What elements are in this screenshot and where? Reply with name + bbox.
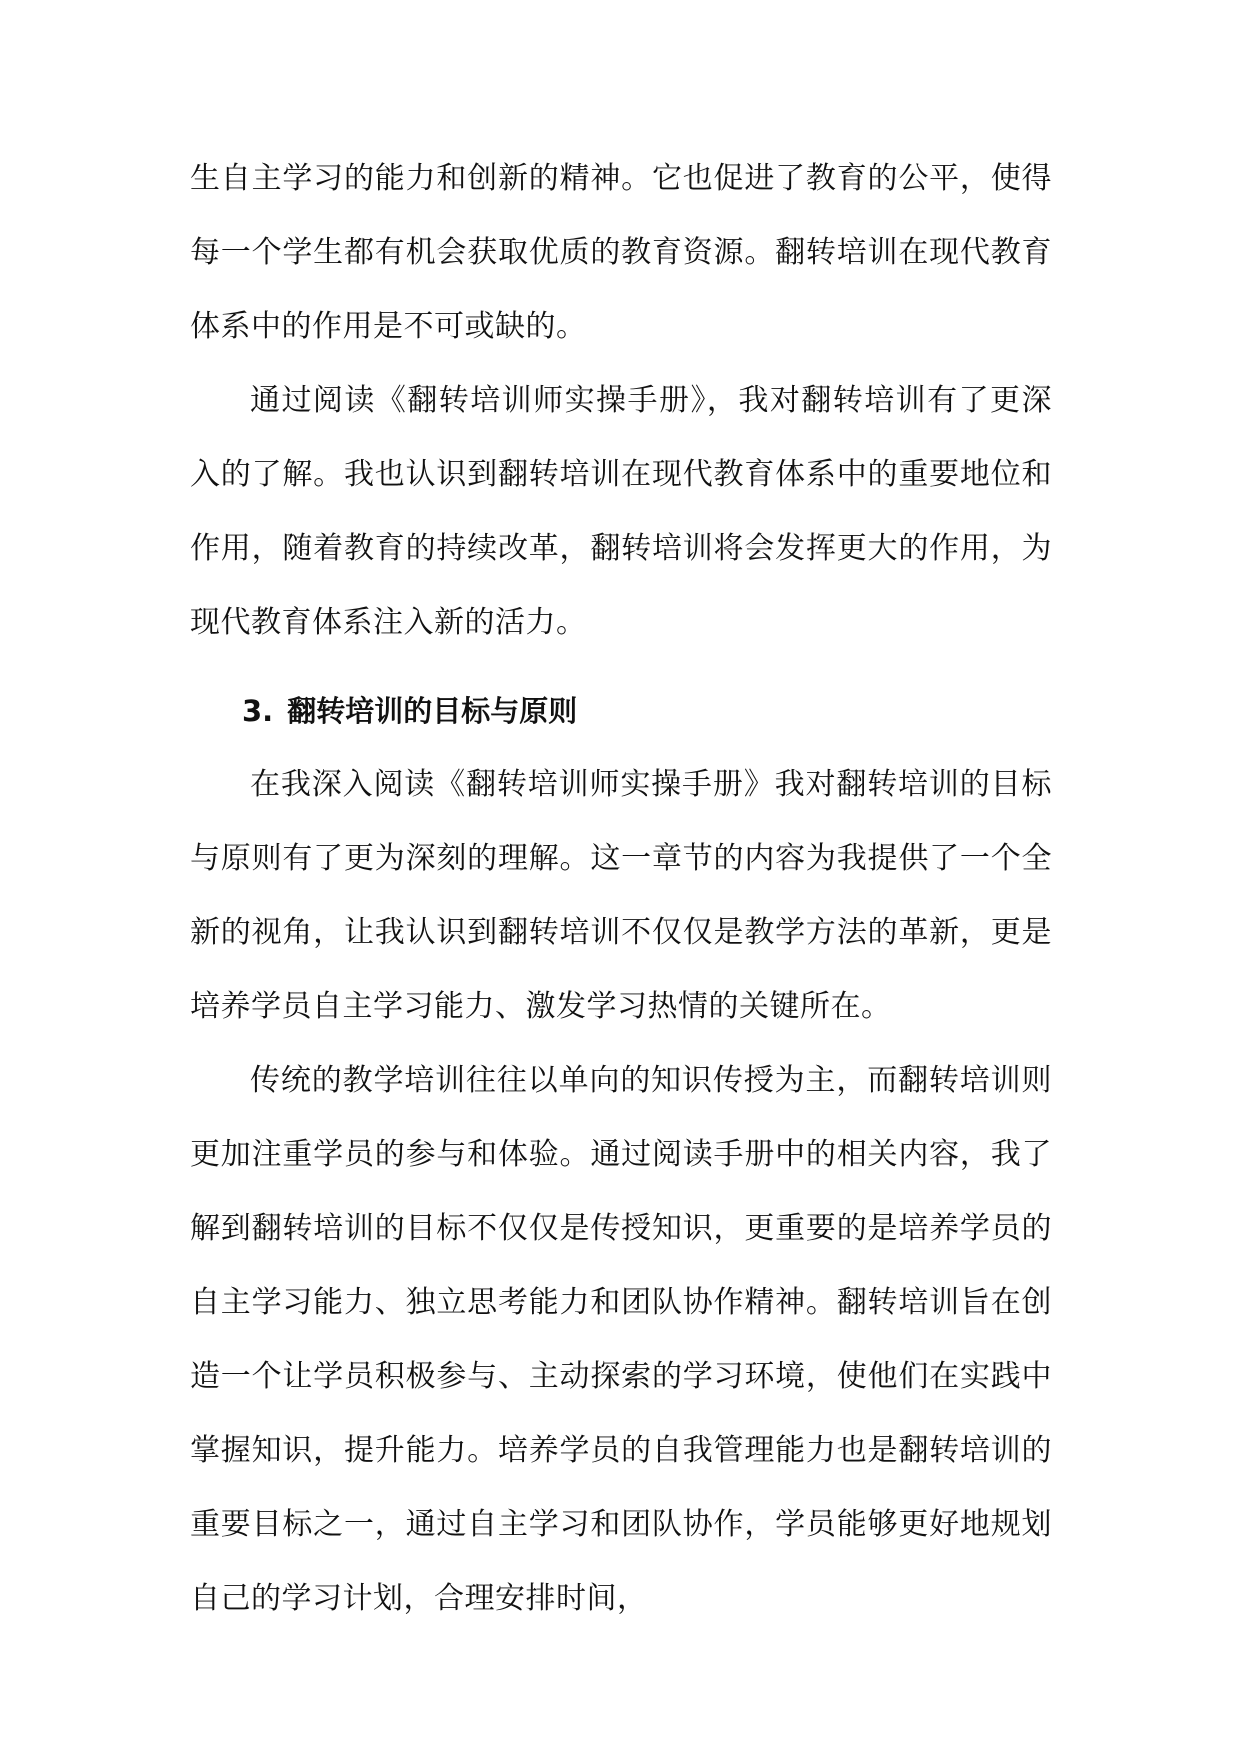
document-body	[190, 142, 1052, 1636]
section-title: 翻转培训的目标与原则	[287, 694, 578, 728]
paragraph-traditional-vs-flipped: 传统的教学培训往往以单向的知识传授为主，而翻转培训则更加注重学员的参与和体验。通过阅读手册中的相关内容，我了解到翻转培训的目标不仅仅是传授知识，更重要的是培养学员的自主学习能力、独立思考能力和团队协作精神。翻转培训旨在创造一个让学员积极参与、主动探索的学习环境，使他们在实践中掌握知识，提升能力。培养学员的自我管理能力也是翻转培训的重要目标之一，通过自主学习和团队协作，学员能够更好地规划自己的学习计划，合理安排时间，	[190, 1063, 1052, 1616]
section-heading	[190, 674, 1052, 748]
paragraph-goals-intro: 在我深入阅读《翻转培训师实操手册》我对翻转培训的目标与原则有了更为深刻的理解。这一章节的内容为我提供了一个全新的视角，让我认识到翻转培训不仅仅是教学方法的革新，更是培养学员自主学习能力、激发学习热情的关键所在。	[190, 767, 1052, 1024]
paragraph-continued: 生自主学习的能力和创新的精神。它也促进了教育的公平，使得每一个学生都有机会获取优质的教育资源。翻转培训在现代教育体系中的作用是不可或缺的。	[190, 161, 1052, 344]
section-number: 3.	[242, 694, 274, 728]
paragraph-reading-reflection: 通过阅读《翻转培训师实操手册》，我对翻转培训有了更深入的了解。我也认识到翻转培训在现代教育体系中的重要地位和作用，随着教育的持续改革，翻转培训将会发挥更大的作用，为现代教育体系注入新的活力。	[190, 383, 1052, 640]
